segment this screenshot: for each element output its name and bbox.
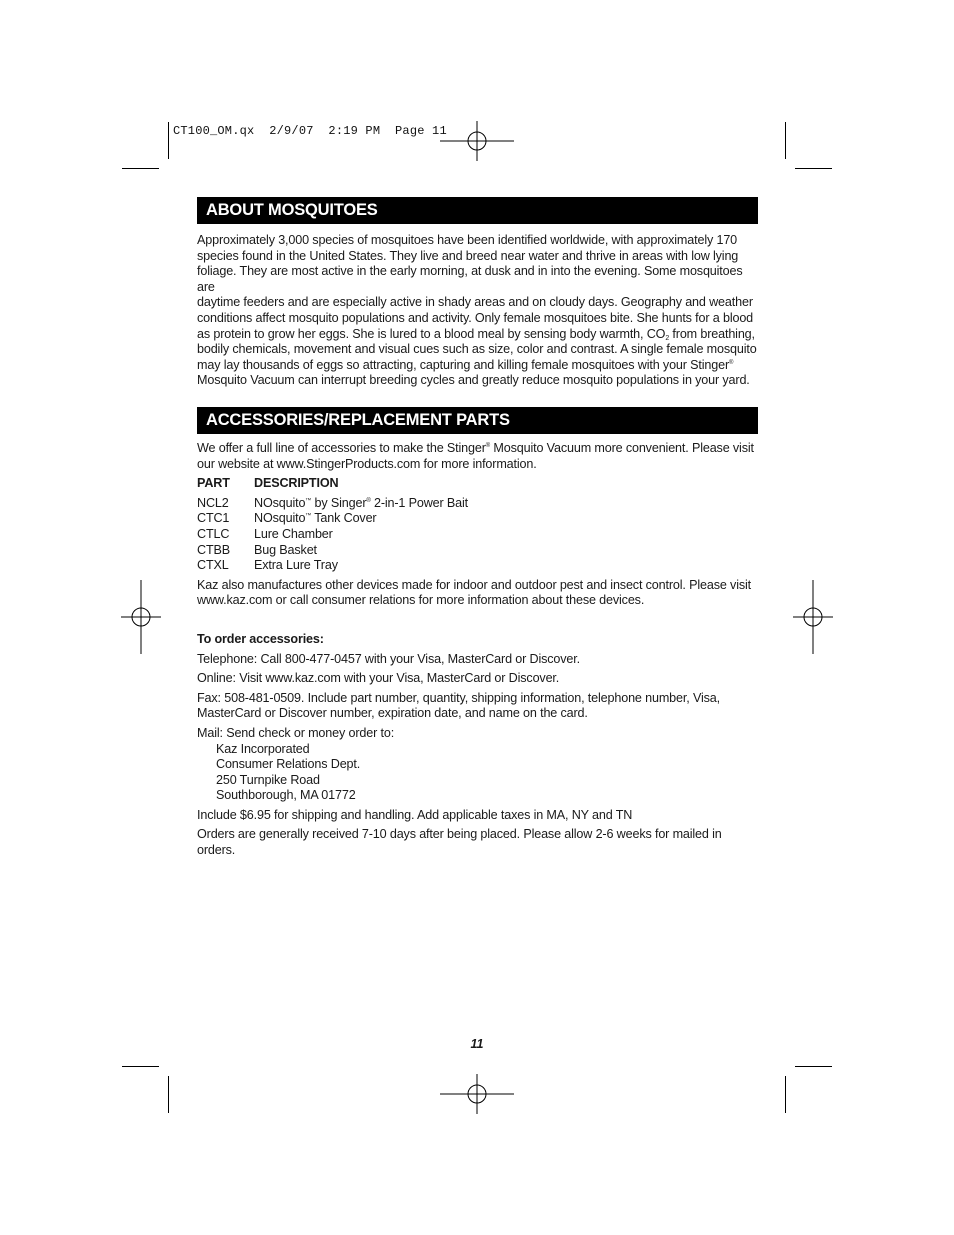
registration-target-top <box>440 121 514 161</box>
order-online: Online: Visit www.kaz.com with your Visa, MasterCard or Discover. <box>197 671 560 686</box>
part-code: CTLC <box>197 526 230 541</box>
print-slug-line: CT100_OM.qx 2/9/07 2:19 PM Page 11 <box>173 124 447 138</box>
body-line: as protein to grow her eggs. She is lured to a blood meal by sensing body warmth, $CO_2$ from breathing, <box>197 326 755 342</box>
column-header-part: PART <box>197 476 230 491</box>
part-description: Lure Chamber <box>254 526 333 541</box>
order-mail: Mail: Send check or money order to: <box>197 725 395 740</box>
about-mosquitoes-body <box>197 233 759 389</box>
body-line: Approximately 3,000 species of mosquitoes have been identified worldwide, with approximately 170 <box>197 233 738 247</box>
address-line: Consumer Relations Dept. <box>216 757 361 772</box>
part-code: CTXL <box>197 558 229 573</box>
part-description: Bug Basket <box>254 542 317 557</box>
table-row <box>197 511 759 527</box>
part-code: CTBB <box>197 542 230 557</box>
section-heading-about-mosquitoes: ABOUT MOSQUITOES <box>197 197 758 224</box>
body-line: bodily chemicals, movement and visual cues such as size, color and contrast. A single female mosquito <box>197 342 757 357</box>
intro-line: our website at www.StingerProducts.com for more information. <box>197 456 537 471</box>
delivery-note: Orders are generally received 7-10 days after being placed. Please allow 2-6 weeks for mailed in orders. <box>197 827 722 858</box>
part-code: NCL2 <box>197 495 229 510</box>
body-line: conditions affect mosquito populations and activity. Only female mosquitoes bite. She hunts for a blood <box>197 310 754 325</box>
accessories-body <box>197 441 759 859</box>
table-row <box>197 496 759 512</box>
order-heading: To order accessories: <box>197 631 324 646</box>
part-description: NOsquito™ by Singer® 2-in-1 Power Bait <box>254 495 469 510</box>
section-heading-accessories: ACCESSORIES/REPLACEMENT PARTS <box>197 407 758 434</box>
page-number: 11 <box>470 1037 484 1051</box>
column-header-description: DESCRIPTION <box>254 476 339 491</box>
order-fax: MasterCard or Discover number, expiration date, and name on the card. <box>197 706 588 721</box>
table-row <box>197 558 759 574</box>
order-telephone: Telephone: Call 800-477-0457 with your Visa, MasterCard or Discover. <box>197 651 580 666</box>
body-line: Mosquito Vacuum can interrupt breeding cycles and greatly reduce mosquito populations in your yard. <box>197 373 750 388</box>
body-line: daytime feeders and are especially active in shady areas and on cloudy days. Geography and weather <box>197 295 753 310</box>
shipping-note: Include $6.95 for shipping and handling. Add applicable taxes in MA, NY and TN <box>197 807 633 822</box>
registration-target-left <box>121 580 161 654</box>
address-line: Southborough, MA 01772 <box>216 788 356 803</box>
part-description: Extra Lure Tray <box>254 558 338 573</box>
parts-table-header <box>197 476 759 492</box>
registration-target-bottom <box>440 1074 514 1114</box>
registration-target-right <box>793 580 833 654</box>
address-line: Kaz Incorporated <box>216 741 310 756</box>
table-row <box>197 543 759 559</box>
body-line: may lay thousands of eggs so attracting, capturing and killing female mosquitoes with your Stinger® <box>197 357 734 372</box>
order-fax: Fax: 508-481-0509. Include part number, quantity, shipping information, telephone number, Visa, <box>197 690 720 705</box>
body-line: species found in the United States. They live and breed near water and thrive in areas with low lying <box>197 248 739 263</box>
address-line: 250 Turnpike Road <box>216 772 320 787</box>
kaz-info-line: www.kaz.com or call consumer relations for more information about these devices. <box>197 593 645 608</box>
table-row <box>197 527 759 543</box>
body-line: foliage. They are most active in the early morning, at dusk and in into the evening. Some mosquitoes are <box>197 264 743 294</box>
parts-table <box>197 496 759 574</box>
intro-line: We offer a full line of accessories to make the Stinger® Mosquito Vacuum more convenient. Please visit <box>197 441 754 455</box>
kaz-info-line: Kaz also manufactures other devices made for indoor and outdoor pest and insect control. Please visit <box>197 577 751 592</box>
part-code: CTC1 <box>197 511 230 526</box>
part-description: NOsquito™ Tank Cover <box>254 511 377 526</box>
